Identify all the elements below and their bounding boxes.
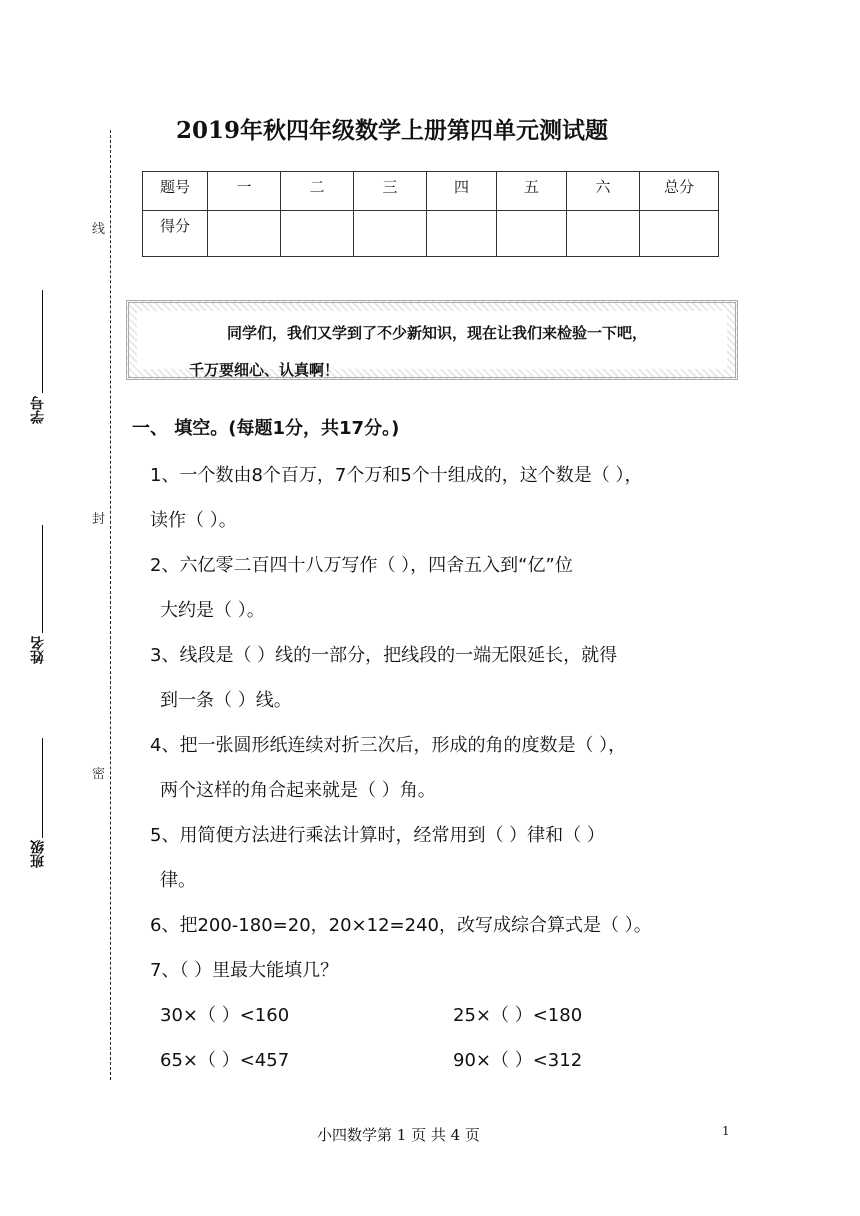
student-id-label: 学号 bbox=[30, 396, 46, 424]
score-input-cell[interactable] bbox=[427, 211, 497, 257]
score-header-cell: 三 bbox=[354, 172, 427, 211]
score-header-cell: 总分 bbox=[640, 172, 719, 211]
question-line: 读作（ ）。 bbox=[150, 510, 237, 531]
score-table bbox=[142, 171, 719, 257]
page-footer: 小四数学第 1 页 共 4 页 bbox=[317, 1126, 480, 1144]
notice-inner bbox=[137, 311, 727, 379]
binding-cut-line bbox=[110, 130, 111, 1080]
score-table-score-row bbox=[143, 211, 719, 257]
inequality-item: 65×（ ）<457 bbox=[160, 1050, 290, 1071]
inequality-item: 25×（ ）<180 bbox=[453, 1005, 583, 1026]
cut-mark-xian: 线 bbox=[92, 222, 106, 237]
score-header-cell: 四 bbox=[427, 172, 497, 211]
score-header-cell: 六 bbox=[567, 172, 640, 211]
question-line: 2、六亿零二百四十八万写作（ ），四舍五入到“亿”位 bbox=[150, 555, 573, 576]
question-line: 两个这样的角合起来就是（ ）角。 bbox=[160, 780, 436, 801]
question-line: 5、用简便方法进行乘法计算时，经常用到（ ）律和（ ） bbox=[150, 825, 605, 846]
question-line: 1、一个数由8个百万，7个万和5个十组成的，这个数是（ ）， bbox=[150, 465, 643, 486]
notice-line-2: 千万要细心、认真啊！ bbox=[189, 361, 340, 379]
page-title: 2019年秋四年级数学上册第四单元测试题 bbox=[176, 117, 609, 144]
inequality-item: 90×（ ）<312 bbox=[453, 1050, 583, 1071]
class-label: 班级 bbox=[30, 840, 46, 868]
question-line: 到一条（ ）线。 bbox=[160, 690, 292, 711]
inequality-item: 30×（ ）<160 bbox=[160, 1005, 290, 1026]
score-header-cell: 五 bbox=[497, 172, 567, 211]
name-label: 姓名 bbox=[30, 636, 46, 664]
student-id-write-line[interactable] bbox=[42, 290, 44, 393]
score-input-cell[interactable] bbox=[354, 211, 427, 257]
question-line: 3、线段是（ ）线的一部分，把线段的一端无限延长，就得 bbox=[150, 645, 618, 666]
score-input-cell[interactable] bbox=[567, 211, 640, 257]
question-line: 7、（ ）里最大能填几？ bbox=[150, 960, 339, 981]
question-line: 4、把一张圆形纸连续对折三次后，形成的角的度数是（ ）， bbox=[150, 735, 627, 756]
score-table-header-row bbox=[143, 172, 719, 211]
score-input-cell[interactable] bbox=[640, 211, 719, 257]
cut-mark-mi: 密 bbox=[92, 767, 106, 782]
page-number: 1 bbox=[722, 1124, 730, 1138]
score-row-label: 得分 bbox=[143, 211, 208, 257]
score-header-cell: 二 bbox=[281, 172, 354, 211]
question-line: 大约是（ ）。 bbox=[160, 600, 265, 621]
notice-line-1: 同学们，我们又学到了不少新知识，现在让我们来检验一下吧， bbox=[227, 324, 648, 342]
score-header-cell: 题号 bbox=[143, 172, 208, 211]
section-heading: 一、 填空。(每题1分，共17分。) bbox=[132, 418, 400, 439]
score-header-cell: 一 bbox=[208, 172, 281, 211]
score-input-cell[interactable] bbox=[208, 211, 281, 257]
cut-mark-feng: 封 bbox=[92, 512, 106, 527]
score-input-cell[interactable] bbox=[281, 211, 354, 257]
question-line: 6、把200-180=20，20×12=240，改写成综合算式是（ ）。 bbox=[150, 915, 652, 936]
question-line: 律。 bbox=[160, 870, 196, 891]
notice-box bbox=[126, 300, 738, 380]
class-write-line[interactable] bbox=[42, 738, 44, 838]
name-write-line[interactable] bbox=[42, 525, 44, 633]
score-input-cell[interactable] bbox=[497, 211, 567, 257]
